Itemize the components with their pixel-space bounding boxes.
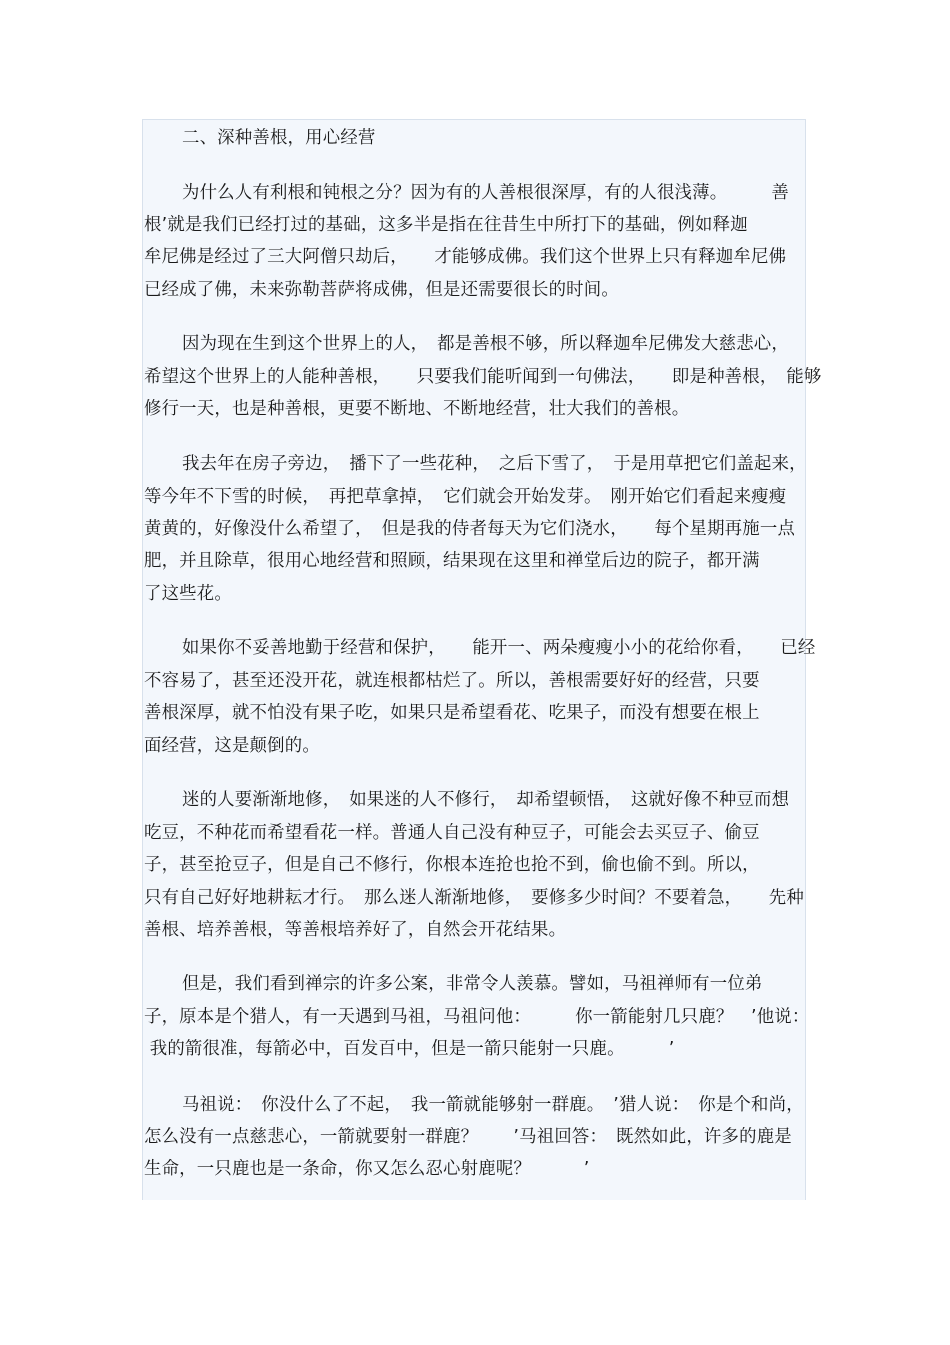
text-line: 不容易了，甚至还没开花，就连根都枯烂了。所以，善根需要好好的经营，只要	[144, 671, 760, 691]
text-line: 等今年不下雪的时候， 再把草拿掉， 它们就会开始发芽。 刚开始它们看起来瘦瘦	[144, 487, 787, 507]
text-line: 但是，我们看到禅宗的许多公案，非常令人羡慕。譬如，马祖禅师有一位弟	[182, 974, 763, 994]
text-line: 根’就是我们已经打过的基础，这多半是指在往昔生中所打下的基础，例如释迦	[144, 215, 748, 235]
text-line: 肥，并且除草，很用心地经营和照顾，结果现在这里和禅堂后边的院子，都开满	[144, 551, 760, 571]
text-line: 善根、培养善根，等善根培养好了，自然会开花结果。	[144, 920, 567, 940]
text-line: 生命，一只鹿也是一条命，你又怎么忍心射鹿呢？ ’	[144, 1159, 590, 1179]
text-line: 希望这个世界上的人能种善根， 只要我们能听闻到一句佛法， 即是种善根， 能够	[144, 367, 822, 387]
section-heading: 二、深种善根，用心经营	[182, 128, 376, 148]
text-line: 吃豆，不种花而希望看花一样。普通人自己没有种豆子，可能会去买豆子、偷豆	[144, 823, 760, 843]
text-line: 为什么人有利根和钝根之分？因为有的人善根很深厚，有的人很浅薄。 善	[182, 183, 789, 203]
text-line: 牟尼佛是经过了三大阿僧只劫后， 才能够成佛。我们这个世界上只有释迦牟尼佛	[144, 247, 787, 267]
text-line: 黄黄的，好像没什么希望了， 但是我的侍者每天为它们浇水， 每个星期再施一点	[144, 519, 796, 539]
text-line: 子，甚至抢豆子，但是自己不修行，你根本连抢也抢不到，偷也偷不到。所以，	[144, 855, 760, 875]
text-line: 面经营，这是颠倒的。	[144, 736, 320, 756]
text-line: 已经成了佛，未来弥勒菩萨将成佛，但是还需要很长的时间。	[144, 280, 619, 300]
text-line: 子，原本是个猎人，有一天遇到马祖，马祖问他： 你一箭能射几只鹿？ ’他说：	[144, 1007, 810, 1027]
text-line: 如果你不妥善地勤于经营和保护， 能开一、两朵瘦瘦小小的花给你看， 已经	[182, 638, 816, 658]
text-line: 怎么没有一点慈悲心，一箭就要射一群鹿？ ’马祖回答： 既然如此，许多的鹿是	[144, 1127, 792, 1147]
text-line: 善根深厚，就不怕没有果子吃，如果只是希望看花、吃果子，而没有想要在根上	[144, 703, 760, 723]
text-line: 了这些花。	[144, 584, 232, 604]
text-line: 我去年在房子旁边， 播下了一些花种， 之后下雪了， 于是用草把它们盖起来，	[182, 454, 807, 474]
text-line: 只有自己好好地耕耘才行。 那么迷人渐渐地修， 要修多少时间？不要着急， 先种	[144, 888, 804, 908]
text-line: 迷的人要渐渐地修， 如果迷的人不修行， 却希望顿悟， 这就好像不种豆而想	[182, 790, 790, 810]
text-line: 我的箭很准，每箭必中，百发百中，但是一箭只能射一只鹿。 ’	[144, 1039, 675, 1059]
text-line: 修行一天，也是种善根，更要不断地、不断地经营，壮大我们的善根。	[144, 399, 690, 419]
text-line: 马祖说： 你没什么了不起， 我一箭就能够射一群鹿。 ’猎人说： 你是个和尚，	[182, 1095, 804, 1115]
text-line: 因为现在生到这个世界上的人， 都是善根不够，所以释迦牟尼佛发大慈悲心，	[182, 334, 789, 354]
